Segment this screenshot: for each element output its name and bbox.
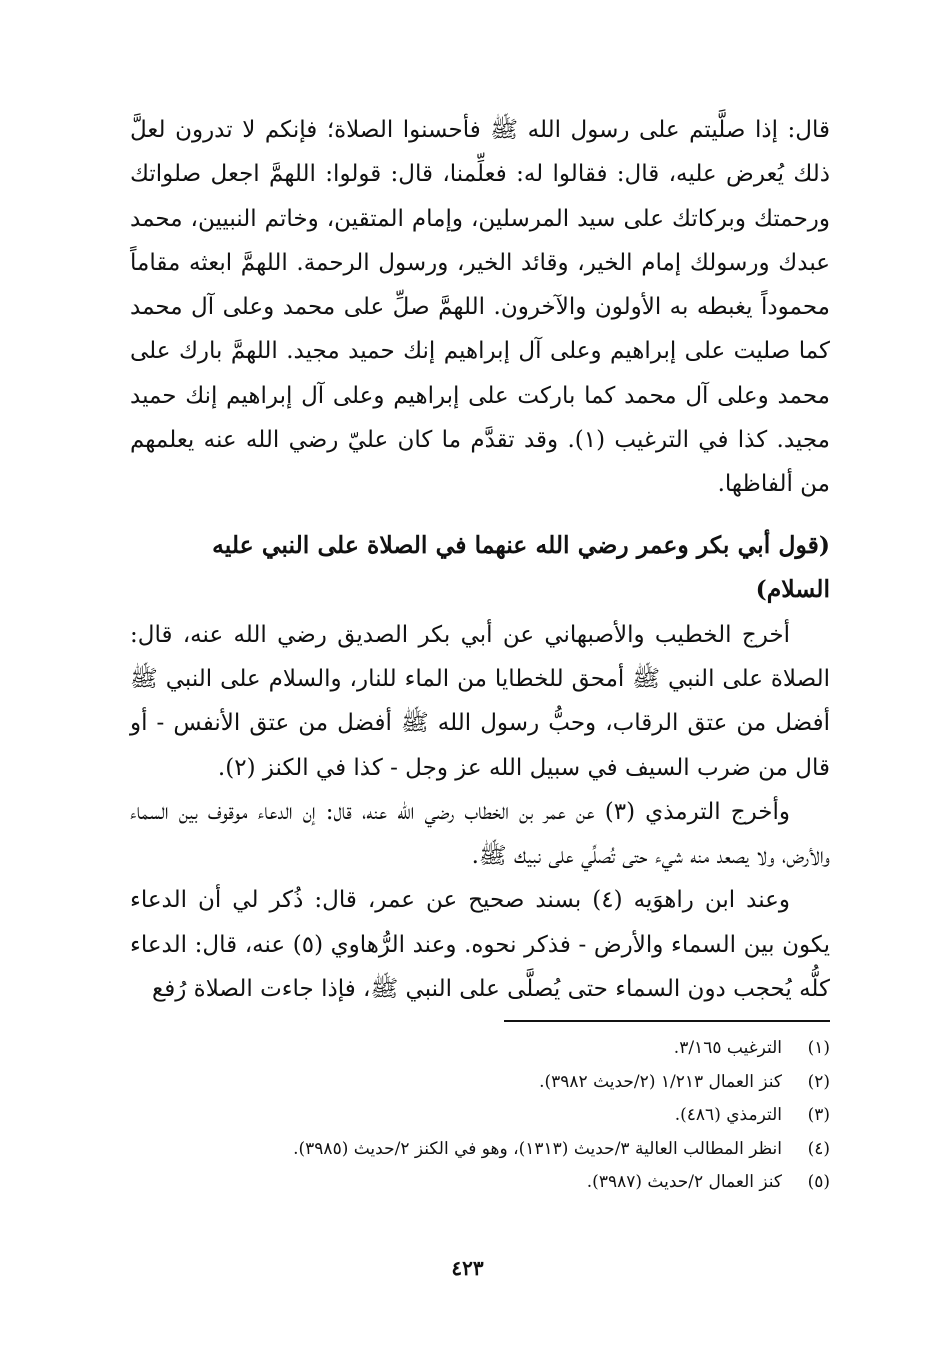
footnote-number: (٤) bbox=[807, 1138, 830, 1159]
footnote-text: كنز العمال ١/٢١٣ (٢/حديث ٣٩٨٢). bbox=[539, 1071, 782, 1092]
footnote-text: انظر المطالب العالية ٣/حديث (١٣١٣)، وهو في الكنز ٢/حديث (٣٩٨٥). bbox=[293, 1138, 782, 1159]
section-heading: (قول أبي بكر وعمر رضي الله عنهما في الصلاة على النبي عليه السلام) bbox=[212, 530, 830, 603]
paragraph-tirmidhi: وأخرج الترمذي (٣) عن عمر بن الخطاب رضي الله عنه، قال: إن الدعاء موقوف بين السماء والأرض، ولا يصعد منه شيء حتى تُصلِّي على نبيك ﷺ. bbox=[130, 798, 830, 870]
footnote-number: (٣) bbox=[807, 1105, 830, 1125]
footnote-item bbox=[150, 1099, 830, 1133]
paragraph-opening: قال: إذا صلَّيتم على رسول الله ﷺ فأحسنوا الصلاة؛ فإنكم لا تدرون لعلَّ ذلك يُعرض عليه، قال: فقالوا له: فعلِّمنا، قال: قولوا: اللهمَّ اجعل صلواتك ورحمتك وبركاتك على سيد المرسلين، وإمام المتقين، وخاتم النبيين، محمد عبدك ورسولك إمام الخير، وقائد الخير، ورسول الرحمة. اللهمَّ ابعثه مقاماً محموداً يغبطه به الأولون والآخرون. اللهمَّ صلِّ على محمد وعلى آل محمد كما صليت على إبراهيم وعلى آل إبراهيم إنك حميد مجيد. اللهمَّ بارك على محمد وعلى آل محمد كما باركت على إبراهيم وعلى آل إبراهيم إنك حميد مجيد. كذا في الترغيب (١). وقد تقدَّم ما كان عليّ رضي الله عنه يعلمهم من ألفاظها. bbox=[130, 117, 830, 498]
page-body bbox=[130, 108, 830, 1011]
footnote-text: الترغيب ٣/١٦٥. bbox=[673, 1038, 782, 1058]
footnote-item bbox=[150, 1066, 830, 1100]
footnote-number: (٢) bbox=[807, 1071, 830, 1092]
paragraph-abu-bakr: أخرج الخطيب والأصبهاني عن أبي بكر الصديق رضي الله عنه، قال: الصلاة على النبي ﷺ أمحق للخطايا من الماء للنار، والسلام على النبي ﷺ أفضل من عتق الرقاب، وحبُّ رسول الله ﷺ أفضل من عتق الأنفس - أو قال من ضرب السيف في سبيل الله عز وجل - كذا في الكنز (٢). bbox=[130, 621, 830, 781]
footnote-text: الترمذي (٤٨٦). bbox=[674, 1105, 782, 1125]
page-number: ٤٢٣ bbox=[451, 1256, 484, 1280]
footnote-divider bbox=[504, 1020, 830, 1022]
footnote-item bbox=[150, 1133, 830, 1167]
footnote-item bbox=[150, 1032, 830, 1066]
footnote-text: كنز العمال ٢/حديث (٣٩٨٧). bbox=[586, 1172, 782, 1192]
footnote-number: (٥) bbox=[807, 1172, 830, 1192]
footnote-number: (١) bbox=[807, 1038, 830, 1058]
paragraph-rahawayh: وعند ابن راهوَيه (٤) بسند صحيح عن عمر، قال: ذُكر لي أن الدعاء يكون بين السماء والأرض - فذكر نحوه. وعند الرُّهاوي (٥) عنه، قال: الدعاء كلُّه يُحجب دون السماء حتى يُصلَّى على النبي ﷺ، فإذا جاءت الصلاة رُفع bbox=[130, 887, 830, 1003]
footnotes bbox=[150, 1020, 830, 1200]
footnote-item bbox=[150, 1166, 830, 1200]
